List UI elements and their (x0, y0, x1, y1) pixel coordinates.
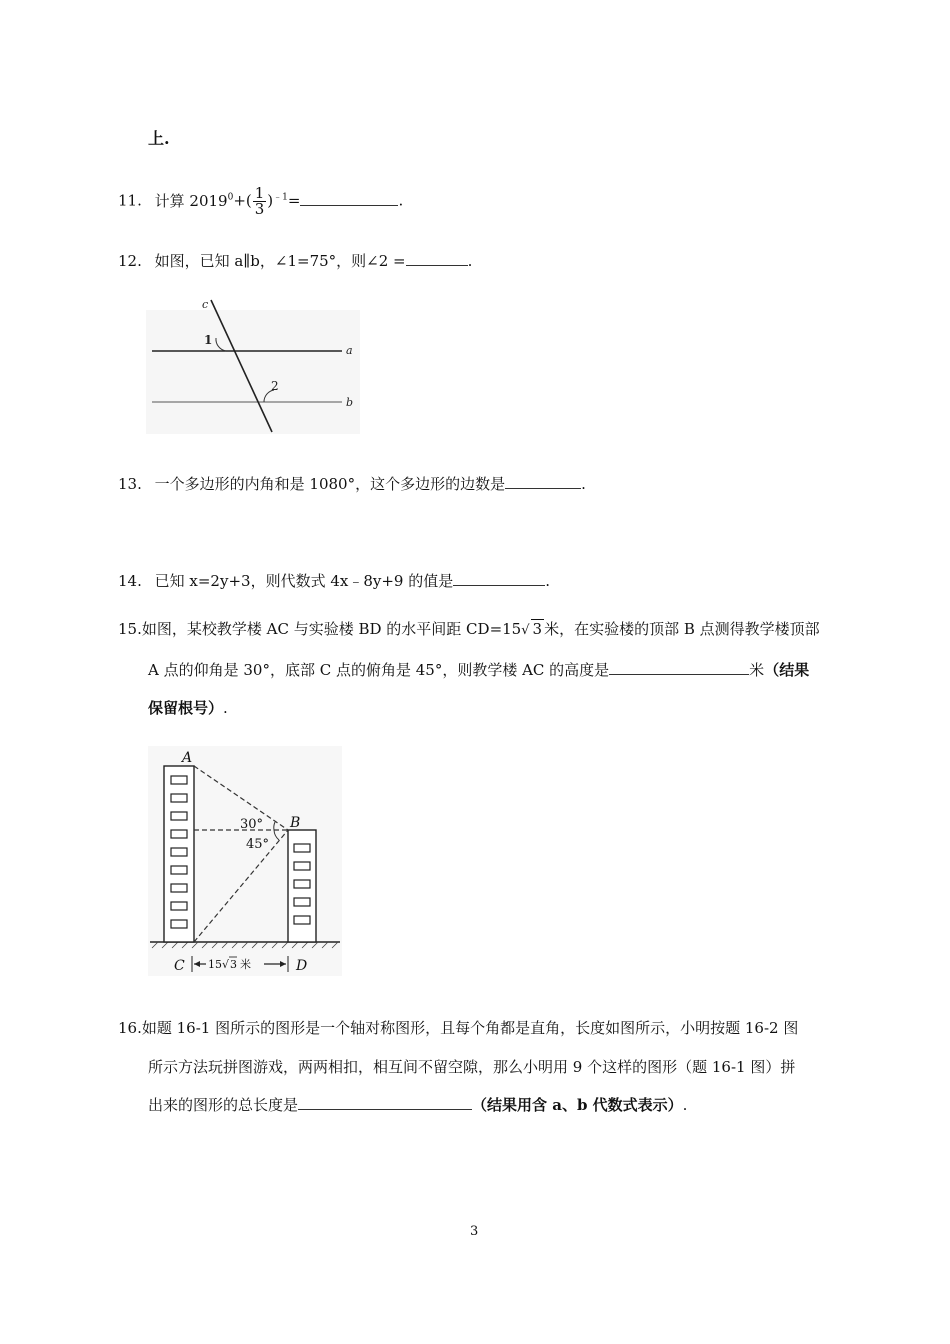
q15-angle-45-label: 45° (246, 837, 270, 852)
q15-line1-rest: 米，在实验楼的顶部 B 点测得教学楼顶部 (544, 620, 820, 638)
q15-distance-coef: 15 (502, 620, 522, 638)
q12-label-a: a (346, 344, 353, 357)
q15-label-D: D (296, 958, 308, 974)
q15-angle-30-label: 30° (240, 817, 264, 832)
q15-end: . (223, 699, 228, 717)
q16-line3-text: 出来的图形的总长度是 (148, 1096, 299, 1114)
q14-number: 14. (118, 572, 142, 590)
q12-end: . (467, 252, 473, 270)
q16-end: . (682, 1096, 688, 1114)
question-15-line-2 (148, 659, 809, 680)
q15-building-ac-windows (171, 776, 187, 928)
q15-buildings-figure (148, 746, 344, 978)
q11-close: ) (267, 191, 274, 210)
question-16-line-2 (148, 1056, 795, 1077)
question-13 (118, 473, 586, 494)
q13-answer-blank[interactable] (505, 476, 581, 489)
question-15-line-1: 15.如图，某校教学楼 AC 与实验楼 BD 的水平间距 CD=15√ 3 米，在实验楼的顶部 B 点测得教学楼顶部 (118, 620, 820, 638)
q15-distance-coef-label: 15 (208, 958, 222, 971)
q12-parallel-lines-figure (146, 296, 362, 436)
q15-distance-root-sign: √ (222, 958, 230, 971)
q12-figure-background (146, 310, 360, 434)
q13-number: 13. (118, 475, 142, 493)
q15-distance-unit-label: 米 (240, 958, 251, 971)
q11-prefix: 计算 2019 (154, 191, 228, 210)
q15-unit: 米 (749, 661, 765, 679)
q15-note-start: （结果 (764, 661, 810, 679)
q14-answer-blank[interactable] (453, 573, 545, 586)
q15-distance-radicand: 3 (532, 620, 543, 638)
q12-label-2: 2 (271, 379, 279, 393)
q11-fraction (253, 186, 267, 217)
q15-label-C: C (174, 958, 185, 974)
q13-end: . (581, 475, 586, 493)
q16-line2-text: 所示方法玩拼图游戏，两两相扣，相互间不留空隙，那么小明用 9 个这样的图形（题 16-1 图）拼 (148, 1058, 796, 1076)
question-14 (118, 570, 550, 591)
q16-number: 16. (118, 1019, 142, 1037)
q15-line1-text: 如图，某校教学楼 AC 与实验楼 BD 的水平间距 CD= (141, 620, 503, 638)
q15-note-end: 保留根号） (148, 699, 224, 717)
question-12 (118, 250, 472, 271)
q15-answer-blank[interactable] (609, 662, 749, 675)
q11-fraction-numerator: 1 (254, 184, 265, 202)
q11-exponent-neg1: ﹣1 (273, 192, 288, 203)
q11-equals: = (287, 191, 301, 210)
continuation-text: 上. (148, 129, 170, 148)
page-number: 3 (470, 1224, 479, 1239)
q11-end: . (398, 191, 404, 210)
q11-answer-blank[interactable] (300, 193, 398, 206)
q12-label-1: 1 (204, 333, 213, 347)
q14-end: . (545, 572, 551, 590)
q11-fraction-denominator: 3 (254, 200, 265, 218)
question-15-line-3 (148, 697, 228, 718)
q16-note: （结果用含 a、b 代数式表示） (472, 1096, 683, 1114)
question-11 (118, 186, 403, 217)
q15-number: 15. (118, 620, 142, 638)
q12-label-b: b (346, 396, 354, 409)
q11-number: 11. (118, 191, 142, 210)
q12-label-c: c (202, 298, 209, 311)
q16-answer-blank[interactable] (298, 1097, 472, 1110)
q16-line1-text: 如题 16-1 图所示的图形是一个轴对称图形，且每个角都是直角，长度如图所示，小明按题 16-2 图 (141, 1019, 799, 1037)
q15-label-B: B (290, 815, 301, 831)
q13-text: 一个多边形的内角和是 1080°，这个多边形的边数是 (154, 475, 506, 493)
q12-number: 12. (118, 252, 142, 270)
q15-label-A: A (182, 750, 193, 766)
q11-exponent-zero: 0 (227, 192, 234, 203)
q12-text: 如图，已知 a∥b，∠1=75°，则∠2 = (154, 252, 406, 270)
q15-line2-text: A 点的仰角是 30°，底部 C 点的俯角是 45°，则教学楼 AC 的高度是 (148, 661, 610, 679)
question-16-line-1 (118, 1017, 798, 1038)
question-16-line-3 (148, 1094, 687, 1115)
q15-distance-radicand-label: 3 (230, 958, 237, 971)
q11-plus: +( (233, 191, 252, 210)
q14-text: 已知 x=2y+3，则代数式 4x﹣8y+9 的值是 (154, 572, 454, 590)
q12-answer-blank[interactable] (406, 253, 468, 266)
